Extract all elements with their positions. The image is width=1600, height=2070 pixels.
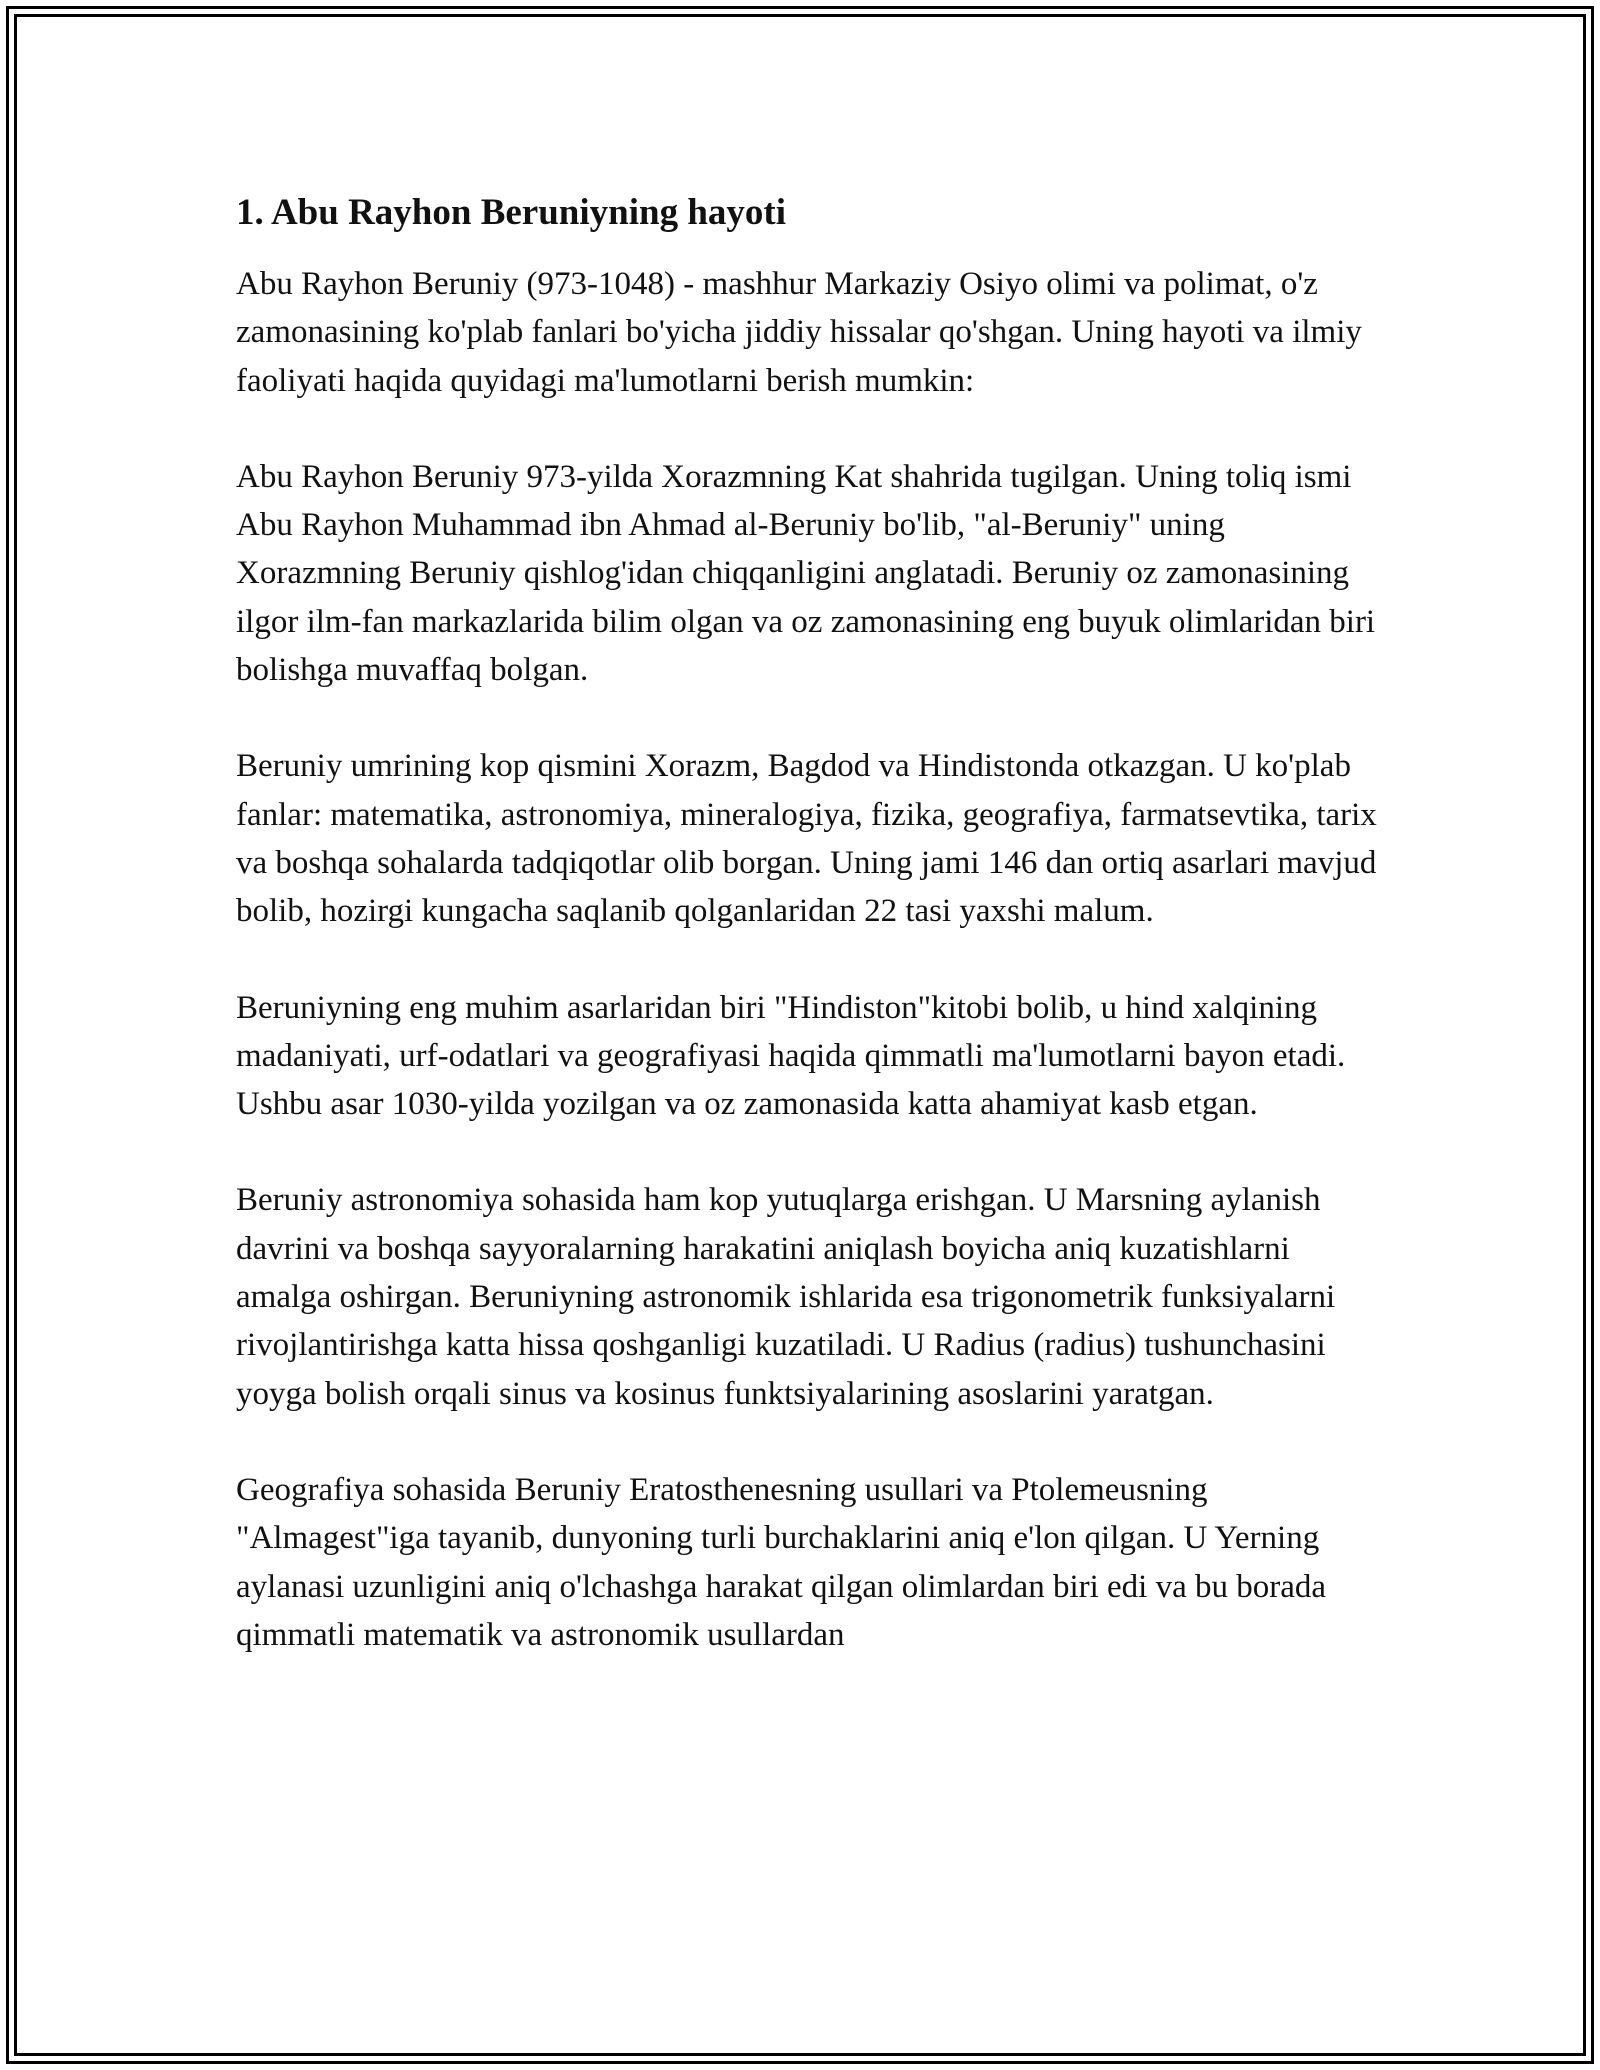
paragraph-geography: Geografiya sohasida Beruniy Eratosthenesning usullari va Ptolemeusning "Almagest"iga tayanib, dunyoning turli burchaklarini aniq e'lon qilgan. U Yerning aylanasi uzunligini aniq o'lchashga harakat qilgan olimlardan biri edi va bu borada qimmatli matematik va astronomik usullardan (236, 1471, 1327, 1653)
document-title: 1. Abu Rayhon Beruniyning hayoti (236, 192, 787, 233)
paragraph-hindiston: Beruniyning eng muhim asarlaridan biri "Hindiston"kitobi bolib, u hind xalqining madaniyati, urf-odatlari va geografiyasi haqida qimmatli ma'lumotlarni bayon etadi. Ushbu asar 1030-yilda yozilgan va oz zamonasida katta ahamiyat kasb etgan. (236, 989, 1346, 1123)
paragraph-intro: Abu Rayhon Beruniy (973-1048) - mashhur Markaziy Osiyo olimi va polimat, o'z zamonasining ko'plab fanlari bo'yicha jiddiy hissalar qo'shgan. Uning hayoti va ilmiy faoliyati haqida quyidagi ma'lumotlarni berish mumkin: (236, 266, 1362, 399)
paragraph-birth: Abu Rayhon Beruniy 973-yilda Xorazmning Kat shahrida tugilgan. Uning toliq ismi Abu Rayhon Muhammad ibn Ahmad al-Beruniy bo'lib, "al-Beruniy" uning Xorazmning Beruniy qishlog'idan chiqqanligini anglatadi. Beruniy oz zamonasining ilgor ilm-fan markazlarida bilim olgan va oz zamonasining eng buyuk olimlaridan biri bolishga muvaffaq bolgan. (236, 458, 1376, 689)
document-body (236, 188, 1386, 1659)
paragraph-life-works: Beruniy umrining kop qismini Xorazm, Bagdod va Hindistonda otkazgan. U ko'plab fanlar: matematika, astronomiya, mineralogiya, fizika, geografiya, farmatsevtika, tarix va boshqa sohalarda tadqiqotlar olib borgan. Uning jami 146 dan ortiq asarlari mavjud bolib, hozirgi kungacha saqlanib qolganlaridan 22 tasi yaxshi malum. (236, 748, 1377, 930)
paragraph-astronomy: Beruniy astronomiya sohasida ham kop yutuqlarga erishgan. U Marsning aylanish davrini va boshqa sayyoralarning harakatini aniqlash boyicha aniq kuzatishlarni amalga oshirgan. Beruniyning astronomik ishlarida esa trigonometrik funksiyalarni rivojlantirishga katta hissa qoshganligi kuzatiladi. U Radius (radius) tushunchasini yoyga bolish orqali sinus va kosinus funktsiyalarining asoslarini yaratgan. (236, 1182, 1336, 1412)
